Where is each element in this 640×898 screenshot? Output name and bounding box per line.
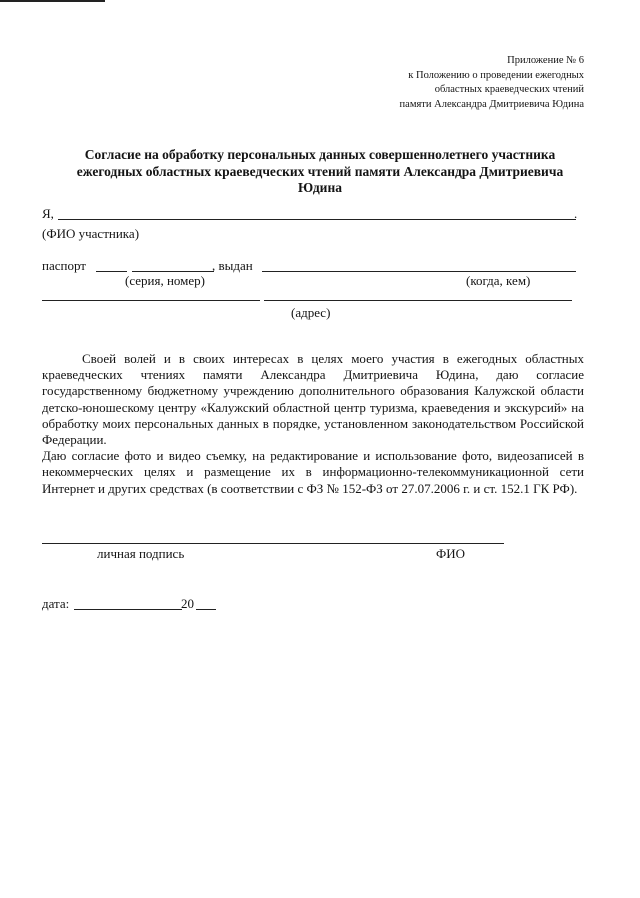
consent-paragraph-1: Своей волей и в своих интересах в целях моего участия в ежегодных областных краеведческих чтениях памяти Александра Дмитриевича Юдина, даю согласие государственному бюджетному учреждению дополнительного образования Калужской области детско-юношескому центру «Калужский областной центр туризма, краеведения и экскурсий» на обработку моих персональных данных в порядке, установленном законодательством Российской Федерации. bbox=[42, 351, 584, 448]
address-fill-line-1[interactable] bbox=[42, 300, 260, 301]
series-caption: (серия, номер) bbox=[125, 273, 205, 288]
fio-caption: ФИО bbox=[436, 546, 466, 561]
date-fill-line[interactable] bbox=[74, 609, 182, 610]
name-caption: (ФИО участника) bbox=[42, 226, 140, 241]
passport-series-line[interactable] bbox=[96, 271, 127, 272]
appendix-line-3: областных краеведческих чтений bbox=[434, 84, 584, 95]
year-prefix: 20 bbox=[181, 596, 194, 611]
appendix-line-1: Приложение № 6 bbox=[507, 55, 584, 66]
passport-number-line[interactable] bbox=[132, 271, 214, 272]
document-title bbox=[60, 147, 580, 197]
appendix-line-4: памяти Александра Дмитриевича Юдина bbox=[399, 98, 584, 110]
top-edge-mark bbox=[0, 0, 105, 2]
title-line-3: Юдина bbox=[297, 180, 342, 195]
signature-caption: личная подпись bbox=[97, 546, 185, 561]
signature-line[interactable] bbox=[42, 543, 504, 544]
consent-paragraph-2: Даю согласие фото и видео съемку, на редактирование и использование фото, видеозаписей в некоммерческих целях и размещение их в информационно-телекоммуникационной сети Интернет и других средствах (в соответствии с ФЗ № 152-ФЗ от 27.07.2006 г. и ст. 152.1 ГК РФ). bbox=[42, 448, 584, 496]
name-period: . bbox=[574, 206, 578, 221]
consent-text bbox=[42, 351, 584, 497]
address-caption: (адрес) bbox=[291, 305, 331, 320]
appendix-header bbox=[400, 54, 584, 112]
name-fill-line[interactable] bbox=[58, 219, 576, 220]
date-label: дата: bbox=[42, 596, 70, 611]
issued-label: , выдан bbox=[212, 258, 253, 273]
passport-label: паспорт bbox=[42, 258, 86, 273]
name-prefix: Я, bbox=[42, 206, 54, 221]
issued-fill-line[interactable] bbox=[262, 271, 576, 272]
issued-caption: (когда, кем) bbox=[466, 273, 531, 288]
year-fill-line[interactable] bbox=[196, 609, 216, 610]
address-fill-line-2[interactable] bbox=[264, 300, 572, 301]
title-line-2: ежегодных областных краеведческих чтений памяти Александра Дмитриевича bbox=[76, 163, 564, 179]
title-line-1: Согласие на обработку персональных данных совершеннолетнего участника bbox=[84, 147, 556, 162]
appendix-line-2: к Положению о проведении ежегодных bbox=[408, 69, 584, 81]
